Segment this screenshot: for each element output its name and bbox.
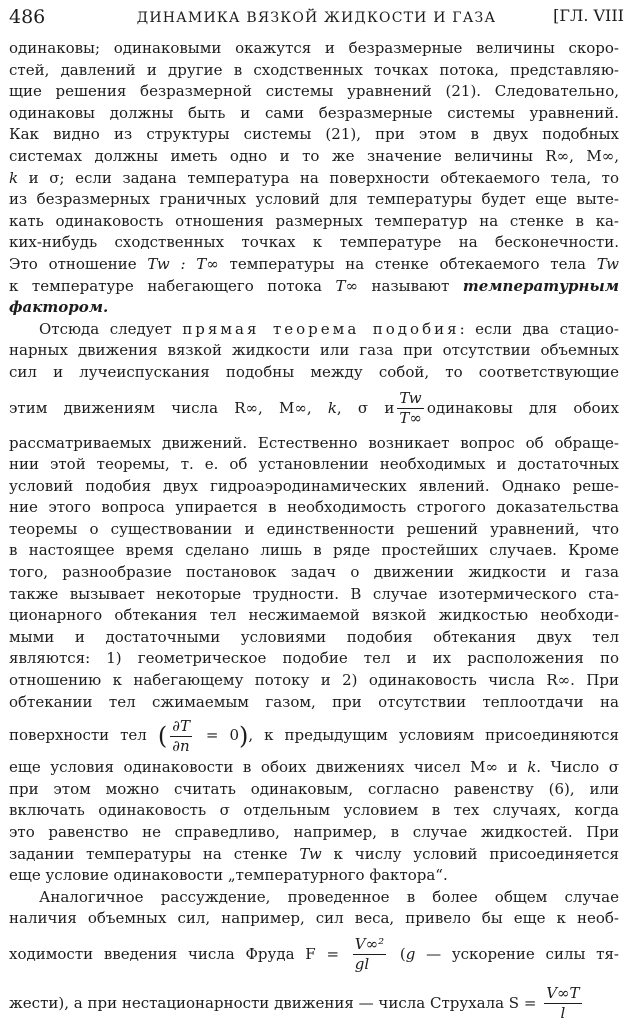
text-line: мыми и достаточными условиями подобия обтекания двух тел [9, 627, 619, 646]
text-span: температуры на стенке обтекаемого тела [218, 254, 597, 273]
text-line: условий подобия двух гидроаэродинамических явлений. Однако реше- [9, 476, 619, 495]
text-line: ние этого вопроса упирается в необходимость строгого доказательства [9, 498, 619, 517]
text-line: включать одинаковость σ отдельным условием в тех случаях, когда [9, 801, 619, 820]
text-line: нарных движения вязкой жидкости или газа при отсутствии объемных [9, 341, 619, 360]
text-span: еще условия одинаковости в обоих движениях чисел M∞ и [9, 758, 528, 777]
text-line-formula [9, 384, 619, 433]
symbol-g: g [405, 944, 416, 963]
text-span: Отсюда следует [39, 319, 183, 338]
text-line: сил и лучеиспускания подобны между собой, то соответствующие [9, 362, 619, 381]
text-line: являются: 1) геометрическое подобие тел и их расположения по [9, 649, 619, 668]
text-span: , к предыдущим условиям присоединяются [248, 726, 619, 745]
fraction-denominator: T∞ [399, 409, 422, 427]
text-line: обтекании тел сжимаемым газом, при отсутствии теплоотдачи на [9, 692, 619, 711]
fraction-denominator: ∂n [172, 736, 190, 755]
text-span: ходимости введения числа Фруда F = [9, 944, 350, 963]
text-line [9, 297, 619, 319]
text-line: кать одинаковость отношения размерных температур на стенке в ка- [9, 211, 619, 230]
fraction-denominator: gl [354, 955, 370, 974]
fraction-strouhal [544, 984, 581, 1023]
text-span: — ускорение силы тя- [415, 944, 619, 963]
text-line [9, 319, 619, 341]
text-line: одинаковы должны быть и сами безразмерные системы уравнений. [9, 103, 619, 122]
text-span: одинаковы для обоих [426, 398, 619, 417]
fraction-numerator: Tw [397, 389, 424, 409]
open-paren: ( [157, 722, 168, 751]
text-line: наличия объемных сил, например, сил веса, привело бы еще к необ- [9, 909, 619, 928]
text-line-formula [9, 713, 619, 757]
symbol-k: k [527, 758, 537, 777]
symbol-k: k [9, 168, 19, 187]
symbol-tw: Tw [596, 254, 619, 273]
text-line: Аналогичное рассуждение, проведенное в более общем случае [39, 887, 619, 906]
text-line: ционарного обтекания тел несжимаемой вязкой жидкостью необходи- [9, 606, 619, 625]
text-span: Это отношение [9, 254, 148, 273]
text-span: задании температуры на стенке [9, 844, 300, 863]
running-title: ДИНАМИКА ВЯЗКОЙ ЖИДКОСТИ И ГАЗА [136, 10, 497, 26]
text-span: и σ; если задана температура на поверхности обтекаемого тела, то [18, 168, 619, 187]
fraction-dT-dn [170, 717, 192, 756]
fraction-tw-tinf [397, 389, 424, 428]
text-line: стей, давлений и другие в сходственных точках потока, представляю- [9, 60, 619, 79]
fraction-denominator: l [560, 1004, 566, 1023]
text-span: жести), а при нестационарности движения — числа Струхала S = [9, 993, 542, 1012]
text-line: в настоящее время сделано лишь в ряде простейших случаев. Кроме [9, 541, 619, 560]
text-span: этим движениям числа R∞, M∞, [9, 398, 328, 417]
text-line: из безразмерных граничных условий для температуры будет еще выте- [9, 190, 619, 209]
text-line: того, разнообразие постановок задач о движении жидкости и газа [9, 563, 619, 582]
text-span: ( [389, 944, 406, 963]
symbol-tinf: T∞ [335, 276, 358, 295]
text-span: . Число σ [536, 758, 619, 777]
fraction-numerator: ∂T [172, 716, 190, 735]
page-number: 486 [9, 6, 46, 28]
text-line [9, 844, 619, 866]
text-line-formula [9, 979, 619, 1028]
emphasis-term: температурным [462, 276, 619, 295]
text-line [9, 276, 619, 298]
text-line: еще условие одинаковости „температурного фактора“. [9, 866, 448, 885]
text-line [9, 757, 619, 779]
equation-rhs: = 0 [194, 726, 240, 745]
emphasis-term: фактором. [9, 298, 109, 317]
text-line: нии этой теоремы, т. е. об установлении необходимых и достаточных [9, 455, 619, 474]
text-line: также вызывает некоторые трудности. В случае изотермического ста- [9, 584, 619, 603]
text-line: системах должны иметь одно и то же значение величины R∞, M∞, [9, 146, 619, 165]
formula-ratio: Tw : T∞ [147, 254, 219, 273]
text-span: называют [357, 276, 463, 295]
text-line: щие решения безразмерной системы уравнений (21). Следовательно, [9, 82, 619, 101]
fraction-numerator: V∞T [546, 984, 580, 1003]
text-span: , σ и [336, 398, 395, 417]
text-line [9, 168, 619, 190]
fraction-froude [353, 935, 386, 974]
text-line: Как видно из структуры системы (21), при этом в двух подобных [9, 125, 619, 144]
body-text [9, 38, 619, 1028]
text-line: рассматриваемых движений. Естественно возникает вопрос об обращe- [9, 433, 619, 452]
text-line: ких-нибудь сходственных точках к температуре на бесконечности. [9, 233, 619, 252]
text-line: отношению к набегающему потоку и 2) одинаковость числа R∞. При [9, 671, 619, 690]
text-line: одинаковы; одинаковыми окажутся и безразмерные величины скоро- [9, 39, 619, 57]
text-span: поверхности тел [9, 726, 147, 745]
text-line-formula [9, 930, 619, 979]
symbol-k: k [327, 398, 337, 417]
text-span: к числу условий присоединяется [321, 844, 619, 863]
spaced-term: прямая теорема подобия [182, 319, 460, 338]
symbol-tw: Tw [299, 844, 322, 863]
text-line: теоремы о существовании и единственности решений уравнений, что [9, 519, 619, 538]
text-line: это равенство не справедливо, например, в случае жидкостей. При [9, 823, 619, 841]
text-line [9, 254, 619, 276]
text-line: при этом можно считать одинаковым, согласно равенству (6), или [9, 779, 619, 798]
text-span: : если два стацио- [459, 319, 619, 338]
chapter-label: [ГЛ. VIII [553, 6, 624, 25]
close-paren: ) [239, 722, 249, 751]
fraction-numerator: V∞² [354, 935, 385, 954]
text-span: к температуре набегающего потока [9, 276, 336, 295]
running-header [9, 6, 624, 32]
